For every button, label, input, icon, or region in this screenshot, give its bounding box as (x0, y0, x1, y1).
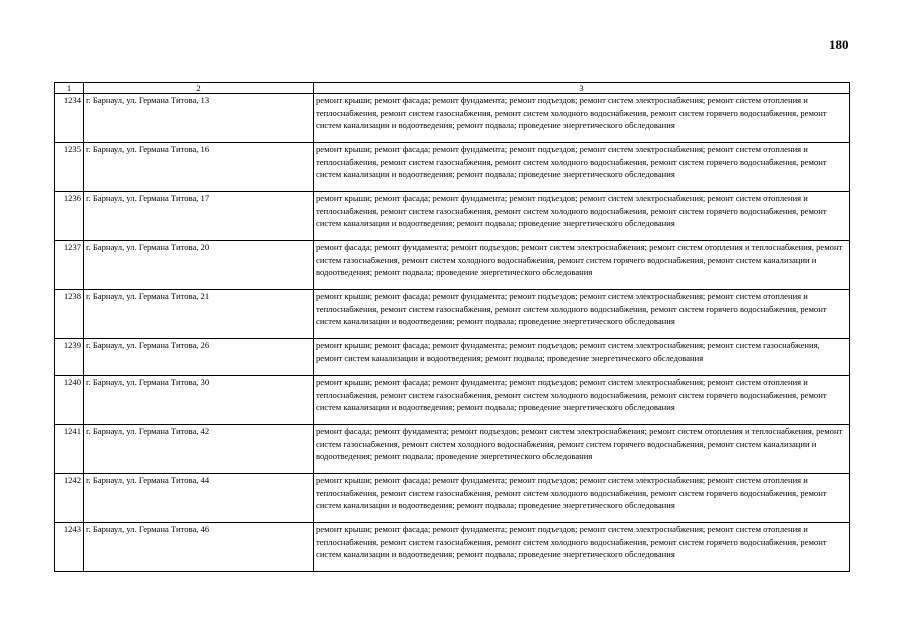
row-address: г. Барнаул, ул. Германа Титова, 30 (84, 376, 314, 425)
table-row (55, 376, 850, 425)
works-table (54, 82, 850, 572)
row-works: ремонт крыши; ремонт фасада; ремонт фундамента; ремонт подъездов; ремонт систем электроснабжения; ремонт систем отопления и теплоснабжения, ремонт систем газоснабжения, ремонт систем холодного водоснабжения, ремонт систем горячего водоснабжения, ремонт систем канализации и водоотведения; ремонт подвала; проведение энергетического обследования (314, 94, 850, 143)
row-address: г. Барнаул, ул. Германа Титова, 21 (84, 290, 314, 339)
row-works: ремонт фасада; ремонт фундамента; ремонт подъездов; ремонт систем электроснабжения; ремонт систем отопления и теплоснабжения, ремонт систем газоснабжения, ремонт систем холодного водоснабжения, ремонт систем горячего водоснабжения, ремонт систем канализации и водоотведения; ремонт подвала; проведение энергетического обследования (314, 425, 850, 474)
table-row (55, 192, 850, 241)
page-number: 180 (829, 37, 849, 52)
row-number: 1241 (55, 425, 84, 474)
table-row (55, 339, 850, 376)
table-row (55, 143, 850, 192)
row-number: 1236 (55, 192, 84, 241)
table-row (55, 425, 850, 474)
row-address: г. Барнаул, ул. Германа Титова, 46 (84, 523, 314, 572)
table-header-row (55, 83, 850, 94)
row-number: 1239 (55, 339, 84, 376)
table-body (55, 94, 850, 572)
row-works: ремонт фасада; ремонт фундамента; ремонт подъездов; ремонт систем электроснабжения; ремонт систем отопления и теплоснабжения, ремонт систем газоснабжения, ремонт систем холодного водоснабжения, ремонт систем горячего водоснабжения, ремонт систем канализации и водоотведения; ремонт подвала; проведение энергетического обследования (314, 241, 850, 290)
header-col-3: 3 (314, 83, 850, 94)
row-works: ремонт крыши; ремонт фасада; ремонт фундамента; ремонт подъездов; ремонт систем электроснабжения; ремонт систем отопления и теплоснабжения, ремонт систем газоснабжения, ремонт систем холодного водоснабжения, ремонт систем горячего водоснабжения, ремонт систем канализации и водоотведения; ремонт подвала; проведение энергетического обследования (314, 143, 850, 192)
row-address: г. Барнаул, ул. Германа Титова, 42 (84, 425, 314, 474)
row-works: ремонт крыши; ремонт фасада; ремонт фундамента; ремонт подъездов; ремонт систем электроснабжения; ремонт систем отопления и теплоснабжения, ремонт систем газоснабжения, ремонт систем холодного водоснабжения, ремонт систем горячего водоснабжения, ремонт систем канализации и водоотведения; ремонт подвала; проведение энергетического обследования (314, 474, 850, 523)
row-number: 1235 (55, 143, 84, 192)
row-number: 1243 (55, 523, 84, 572)
table-row (55, 290, 850, 339)
row-works: ремонт крыши; ремонт фасада; ремонт фундамента; ремонт подъездов; ремонт систем электроснабжения; ремонт систем газоснабжения, ремонт систем канализации и водоотведения; ремонт подвала; проведение энергетического обследования (314, 339, 850, 376)
row-address: г. Барнаул, ул. Германа Титова, 16 (84, 143, 314, 192)
table-row (55, 241, 850, 290)
table-row (55, 94, 850, 143)
row-address: г. Барнаул, ул. Германа Титова, 13 (84, 94, 314, 143)
row-number: 1237 (55, 241, 84, 290)
row-number: 1238 (55, 290, 84, 339)
row-address: г. Барнаул, ул. Германа Титова, 17 (84, 192, 314, 241)
header-col-1: 1 (55, 83, 84, 94)
row-number: 1242 (55, 474, 84, 523)
table-row (55, 474, 850, 523)
row-works: ремонт крыши; ремонт фасада; ремонт фундамента; ремонт подъездов; ремонт систем электроснабжения; ремонт систем отопления и теплоснабжения, ремонт систем газоснабжения, ремонт систем холодного водоснабжения, ремонт систем горячего водоснабжения, ремонт систем канализации и водоотведения; ремонт подвала; проведение энергетического обследования (314, 290, 850, 339)
row-works: ремонт крыши; ремонт фасада; ремонт фундамента; ремонт подъездов; ремонт систем электроснабжения; ремонт систем отопления и теплоснабжения, ремонт систем газоснабжения, ремонт систем холодного водоснабжения, ремонт систем горячего водоснабжения, ремонт систем канализации и водоотведения; ремонт подвала; проведение энергетического обследования (314, 192, 850, 241)
row-address: г. Барнаул, ул. Германа Титова, 20 (84, 241, 314, 290)
row-address: г. Барнаул, ул. Германа Титова, 26 (84, 339, 314, 376)
row-number: 1240 (55, 376, 84, 425)
row-works: ремонт крыши; ремонт фасада; ремонт фундамента; ремонт подъездов; ремонт систем электроснабжения; ремонт систем отопления и теплоснабжения, ремонт систем газоснабжения, ремонт систем холодного водоснабжения, ремонт систем горячего водоснабжения, ремонт систем канализации и водоотведения; ремонт подвала; проведение энергетического обследования (314, 376, 850, 425)
row-works: ремонт крыши; ремонт фасада; ремонт фундамента; ремонт подъездов; ремонт систем электроснабжения; ремонт систем отопления и теплоснабжения, ремонт систем газоснабжения, ремонт систем холодного водоснабжения, ремонт систем горячего водоснабжения, ремонт систем канализации и водоотведения; ремонт подвала; проведение энергетического обследования (314, 523, 850, 572)
row-address: г. Барнаул, ул. Германа Титова, 44 (84, 474, 314, 523)
header-col-2: 2 (84, 83, 314, 94)
row-number: 1234 (55, 94, 84, 143)
table-row (55, 523, 850, 572)
